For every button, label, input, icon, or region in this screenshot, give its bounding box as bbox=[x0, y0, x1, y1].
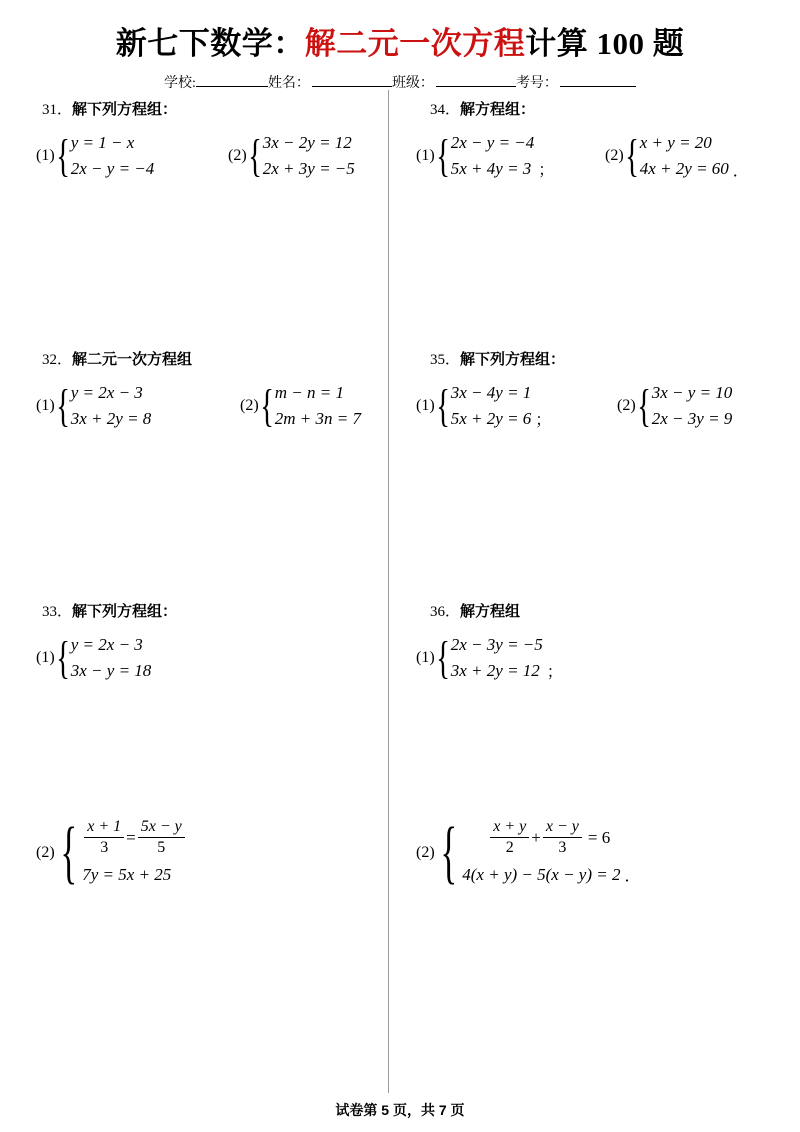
problem-35-number: 35． bbox=[430, 352, 461, 368]
trailing-punctuation bbox=[732, 430, 736, 433]
problem-34 bbox=[430, 98, 535, 119]
problem-33-heading-text: 解下列方程组： bbox=[72, 603, 178, 620]
problem-32-sub-1 bbox=[36, 380, 155, 433]
trailing-punctuation bbox=[361, 430, 365, 433]
problem-34-sub-2 bbox=[605, 130, 749, 183]
equation: 3x − y = 10 bbox=[651, 383, 733, 402]
problem-34-sub-1 bbox=[416, 130, 554, 183]
sub-label: (2) bbox=[228, 147, 247, 165]
problem-36-number: 36． bbox=[430, 604, 461, 620]
equation: 2x − 3y = 9 bbox=[651, 409, 733, 429]
fraction bbox=[543, 818, 582, 858]
plus-operator: + bbox=[531, 827, 541, 847]
equation: 2m + 3n = 7 bbox=[274, 409, 361, 429]
problem-36-sub-2 bbox=[416, 813, 641, 891]
trailing-punctuation: ； bbox=[535, 411, 552, 429]
brace-icon: { bbox=[247, 130, 262, 182]
equation: 4x + 2y = 60 bbox=[639, 159, 729, 179]
problem-31-sub-1 bbox=[36, 130, 158, 183]
problem-31-heading-text: 解下列方程组： bbox=[72, 101, 178, 118]
problem-35-heading-text: 解下列方程组： bbox=[460, 351, 566, 368]
equation: 3x − 4y = 1 bbox=[450, 383, 532, 402]
trailing-punctuation: ； bbox=[546, 663, 563, 681]
sub-label: (1) bbox=[416, 649, 435, 667]
brace-icon: { bbox=[440, 813, 457, 891]
fraction-numerator: x + 1 bbox=[87, 818, 122, 835]
brace-icon: { bbox=[624, 130, 639, 182]
equation: 5x + 4y = 3 bbox=[450, 159, 532, 179]
sub-label: (1) bbox=[36, 649, 55, 667]
name-blank[interactable] bbox=[312, 74, 392, 87]
problem-31 bbox=[42, 98, 177, 119]
equation-fraction bbox=[82, 818, 187, 858]
equation: 2x − y = −4 bbox=[70, 159, 155, 179]
problem-36-heading-text: 解方程组 bbox=[460, 603, 521, 620]
fraction-numerator: 5x − y bbox=[140, 818, 182, 835]
sub-label: (2) bbox=[36, 844, 55, 862]
problem-32-sub-2 bbox=[240, 380, 365, 433]
problem-33-number: 33． bbox=[42, 604, 73, 620]
equation: m − n = 1 bbox=[274, 383, 344, 402]
title-suffix: 计算 100 题 bbox=[525, 26, 685, 61]
problem-32-heading bbox=[42, 348, 192, 369]
problem-31-sub-2 bbox=[228, 130, 359, 183]
fraction-denominator: 3 bbox=[100, 839, 109, 857]
brace-icon: { bbox=[55, 632, 70, 684]
problem-34-number: 34． bbox=[430, 102, 461, 118]
problem-31-number: 31． bbox=[42, 102, 73, 118]
trailing-punctuation bbox=[151, 430, 155, 433]
equation: 5x + 2y = 6 bbox=[450, 409, 532, 429]
problem-36 bbox=[430, 600, 520, 621]
problem-33-sub-1 bbox=[36, 632, 155, 685]
problem-35-sub-1 bbox=[416, 380, 551, 433]
trailing-punctuation: ． bbox=[624, 868, 641, 886]
trailing-punctuation bbox=[355, 180, 359, 183]
equation: 3x − 2y = 12 bbox=[262, 133, 352, 152]
page-footer: 试卷第 5 页，共 7 页 bbox=[335, 1102, 465, 1118]
trailing-punctuation bbox=[151, 682, 155, 685]
equation: y = 2x − 3 bbox=[70, 635, 143, 654]
equation: 2x + 3y = −5 bbox=[262, 159, 355, 179]
fraction-numerator: x − y bbox=[545, 818, 579, 835]
fraction-denominator: 5 bbox=[157, 839, 166, 857]
equation: 7y = 5x + 25 bbox=[82, 864, 172, 884]
fraction-denominator: 2 bbox=[505, 839, 514, 857]
equation: 3x − y = 18 bbox=[70, 661, 152, 681]
class-blank[interactable] bbox=[436, 74, 516, 87]
exam-number-blank[interactable] bbox=[560, 74, 636, 87]
problem-32-number: 32． bbox=[42, 352, 73, 368]
problem-35-heading bbox=[430, 348, 565, 369]
brace-icon: { bbox=[259, 380, 274, 432]
problem-31-heading bbox=[42, 98, 177, 119]
problem-35-sub-2 bbox=[617, 380, 736, 433]
column-divider bbox=[388, 90, 389, 1093]
brace-icon: { bbox=[435, 632, 450, 684]
equation: 2x − 3y = −5 bbox=[450, 635, 543, 654]
fraction-denominator: 3 bbox=[558, 839, 567, 857]
equation: y = 2x − 3 bbox=[70, 383, 143, 402]
equation: y = 1 − x bbox=[70, 133, 135, 152]
name-label: 姓名： bbox=[267, 76, 310, 91]
problem-34-heading-text: 解方程组： bbox=[460, 101, 536, 118]
sub-label: (2) bbox=[416, 844, 435, 862]
equation-fraction bbox=[462, 818, 620, 858]
fraction bbox=[138, 818, 185, 858]
problem-33 bbox=[42, 600, 177, 621]
sub-label: (1) bbox=[36, 397, 55, 415]
relation-operator: = bbox=[126, 827, 136, 847]
problem-33-heading bbox=[42, 600, 177, 621]
brace-icon: { bbox=[60, 813, 77, 891]
sub-label: (2) bbox=[617, 397, 636, 415]
sub-label: (1) bbox=[416, 147, 435, 165]
fraction bbox=[84, 818, 124, 858]
trailing-punctuation: ； bbox=[538, 161, 555, 179]
problem-32-heading-text: 解二元一次方程组 bbox=[72, 351, 193, 368]
school-label: 学校: bbox=[164, 76, 196, 91]
sub-label: (2) bbox=[605, 147, 624, 165]
exam-number-label: 考号： bbox=[515, 76, 558, 91]
school-blank[interactable] bbox=[196, 74, 268, 87]
equation: x + y = 20 bbox=[639, 133, 712, 152]
sub-label: (1) bbox=[36, 147, 55, 165]
trailing-punctuation: ． bbox=[732, 162, 749, 180]
brace-icon: { bbox=[435, 380, 450, 432]
brace-icon: { bbox=[55, 380, 70, 432]
title-highlight: 解二元一次方程 bbox=[304, 26, 526, 61]
equation: 4(x + y) − 5(x − y) = 2 bbox=[462, 864, 621, 884]
class-label: 班级： bbox=[391, 76, 434, 91]
problem-33-sub-2 bbox=[36, 813, 191, 891]
problem-32 bbox=[42, 348, 192, 369]
relation-operator: = 6 bbox=[587, 827, 611, 847]
sub-label: (1) bbox=[416, 397, 435, 415]
brace-icon: { bbox=[636, 380, 651, 432]
trailing-punctuation bbox=[154, 180, 158, 183]
brace-icon: { bbox=[55, 130, 70, 182]
student-info-line bbox=[0, 72, 800, 92]
problem-36-heading bbox=[430, 600, 520, 621]
problem-35 bbox=[430, 348, 565, 369]
brace-icon: { bbox=[435, 130, 450, 182]
problem-34-heading bbox=[430, 98, 535, 119]
equation: 3x + 2y = 12 bbox=[450, 661, 540, 681]
fraction-numerator: x + y bbox=[493, 818, 527, 835]
trailing-punctuation bbox=[187, 885, 191, 888]
page-title bbox=[0, 18, 800, 63]
equation: 2x − y = −4 bbox=[450, 133, 535, 152]
sub-label: (2) bbox=[240, 397, 259, 415]
problem-36-sub-1 bbox=[416, 632, 563, 685]
equation: 3x + 2y = 8 bbox=[70, 409, 152, 429]
fraction bbox=[490, 818, 529, 858]
title-prefix: 新七下数学： bbox=[115, 26, 305, 61]
